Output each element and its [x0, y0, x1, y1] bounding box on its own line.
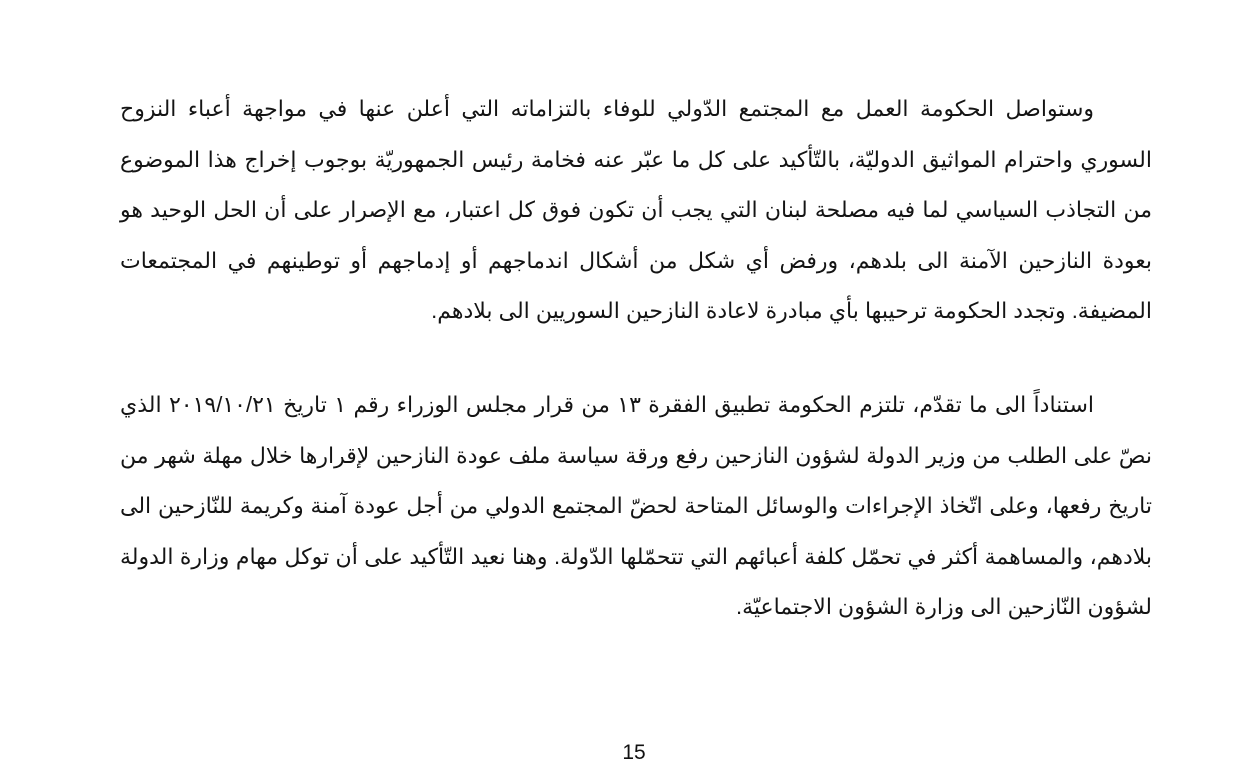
page-number: 15 — [622, 741, 646, 764]
paragraph-refugees-commitment: وستواصل الحكومة العمل مع المجتمع الدّولي للوفاء بالتزاماته التي أعلن عنها في مواجهة أعباء النزوح السوري واحترام المواثيق الدوليّة، بالتّأكيد على كل ما عبّر عنه فخامة رئيس الجمهوريّة بوجوب إخراج هذا الموضوع من التجاذب السياسي لما فيه مصلحة لبنان التي يجب أن تكون فوق كل اعتبار، مع الإصرار على أن الحل الوحيد هو بعودة النازحين الآمنة الى بلدهم، ورفض أي شكل من أشكال اندماجهم أو إدماجهم أو توطينهم في المجتمعات المضيفة. وتجدد الحكومة ترحيبها بأي مبادرة لاعادة النازحين السوريين الى بلادهم. — [120, 96, 1152, 323]
paragraph-cabinet-decision: استناداً الى ما تقدّم، تلتزم الحكومة تطبيق الفقرة ١٣ من قرار مجلس الوزراء رقم ١ تاريخ ٢٠١٩/١٠/٢١ الذي نصّ على الطلب من وزير الدولة لشؤون النازحين رفع ورقة سياسة ملف عودة النازحين لإقرارها خلال مهلة شهر من تاريخ رفعها، وعلى اتّخاذ الإجراءات والوسائل المتاحة لحضّ المجتمع الدولي من أجل عودة آمنة وكريمة للنّازحين الى بلادهم، والمساهمة أكثر في تحمّل كلفة أعبائهم التي تتحمّلها الدّولة. وهنا نعيد التّأكيد على أن توكل مهام وزارة الدولة لشؤون النّازحين الى وزارة الشؤون الاجتماعيّة. — [120, 392, 1152, 619]
cut-off-previous-line — [560, 0, 860, 4]
